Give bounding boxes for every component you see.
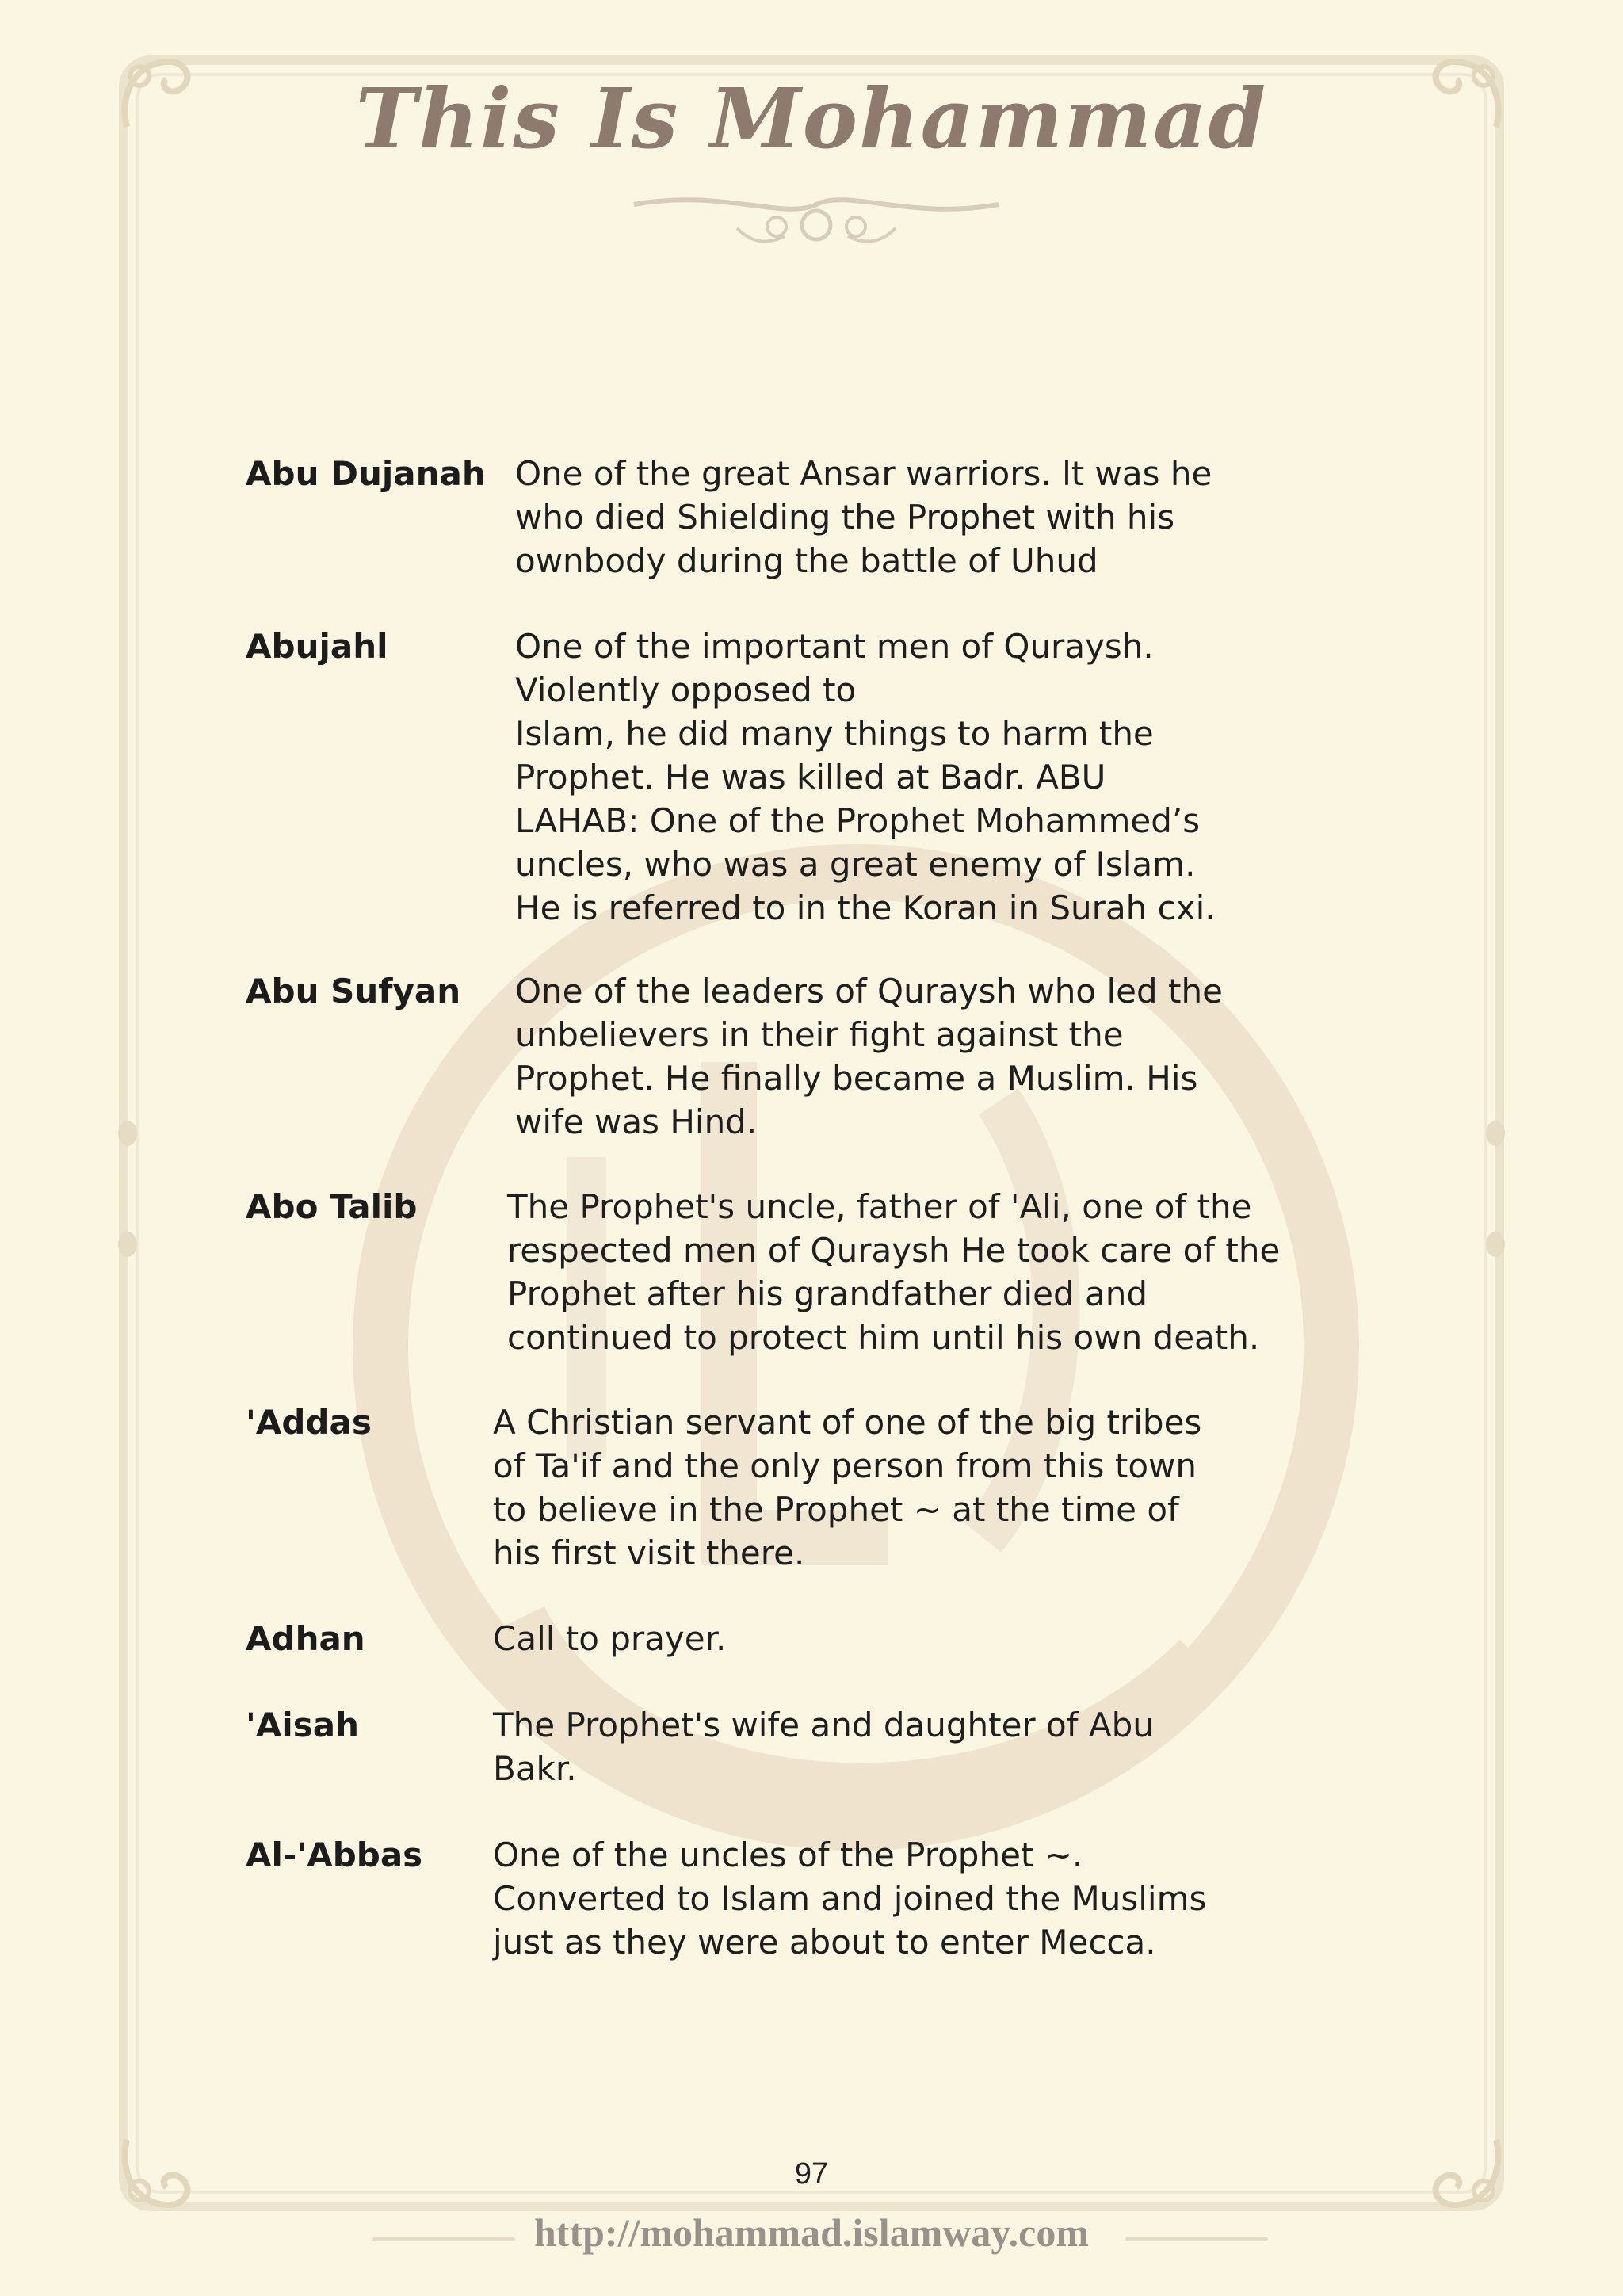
glossary-definition: One of the important men of Quraysh. Violently opposed to Islam, he did many things to harm the Prophet. He was killed at Badr. ABU LAHAB: One of the Prophet Mohammed’s uncles, who was a great enemy of Islam. He is referred to in the Koran in Surah cxi. [515, 627, 1216, 927]
book-title: This Is Mohammad [355, 70, 1268, 167]
glossary-definition: A Christian servant of one of the big tribes of Ta'if and the only person from this town to believe in the Prophet ~ at the time of his first visit there. [493, 1403, 1202, 1572]
glossary-term: Al-'Abbas [246, 1836, 423, 1874]
glossary-term: Abu Dujanah [246, 454, 486, 493]
footer-url: http://mohammad.islamway.com [534, 2210, 1089, 2255]
glossary-definition: The Prophet's wife and daughter of Abu Bakr. [493, 1706, 1154, 1788]
glossary-term: Abo Talib [246, 1187, 418, 1226]
glossary-term: Abu Sufyan [246, 972, 461, 1010]
title-flourish-icon [626, 181, 1006, 252]
glossary-term: Adhan [246, 1619, 365, 1658]
glossary-definition: Call to prayer. [493, 1619, 727, 1658]
page-number: 97 [794, 2157, 829, 2191]
side-ornament-icon [116, 1110, 139, 1268]
glossary-term: 'Aisah [246, 1706, 360, 1744]
glossary-definition: One of the uncles of the Prophet ~. Converted to Islam and joined the Muslims just as they were about to enter Mecca. [493, 1836, 1207, 1962]
glossary-definition: One of the great Ansar warriors. lt was he who died Shielding the Prophet with his ownbody during the battle of Uhud [515, 454, 1212, 580]
glossary-definition: One of the leaders of Quraysh who led the unbelievers in their fight against the Prophet. He finally became a Muslim. His wife was Hind. [515, 972, 1223, 1141]
glossary-definition: The Prophet's uncle, father of 'Ali, one of the respected men of Quraysh He took care of the Prophet after his grandfather died and continued to protect him until his own death. [507, 1187, 1281, 1357]
glossary-term: 'Addas [246, 1403, 372, 1442]
glossary-term: Abujahl [246, 627, 388, 666]
side-ornament-icon [1484, 1110, 1507, 1268]
